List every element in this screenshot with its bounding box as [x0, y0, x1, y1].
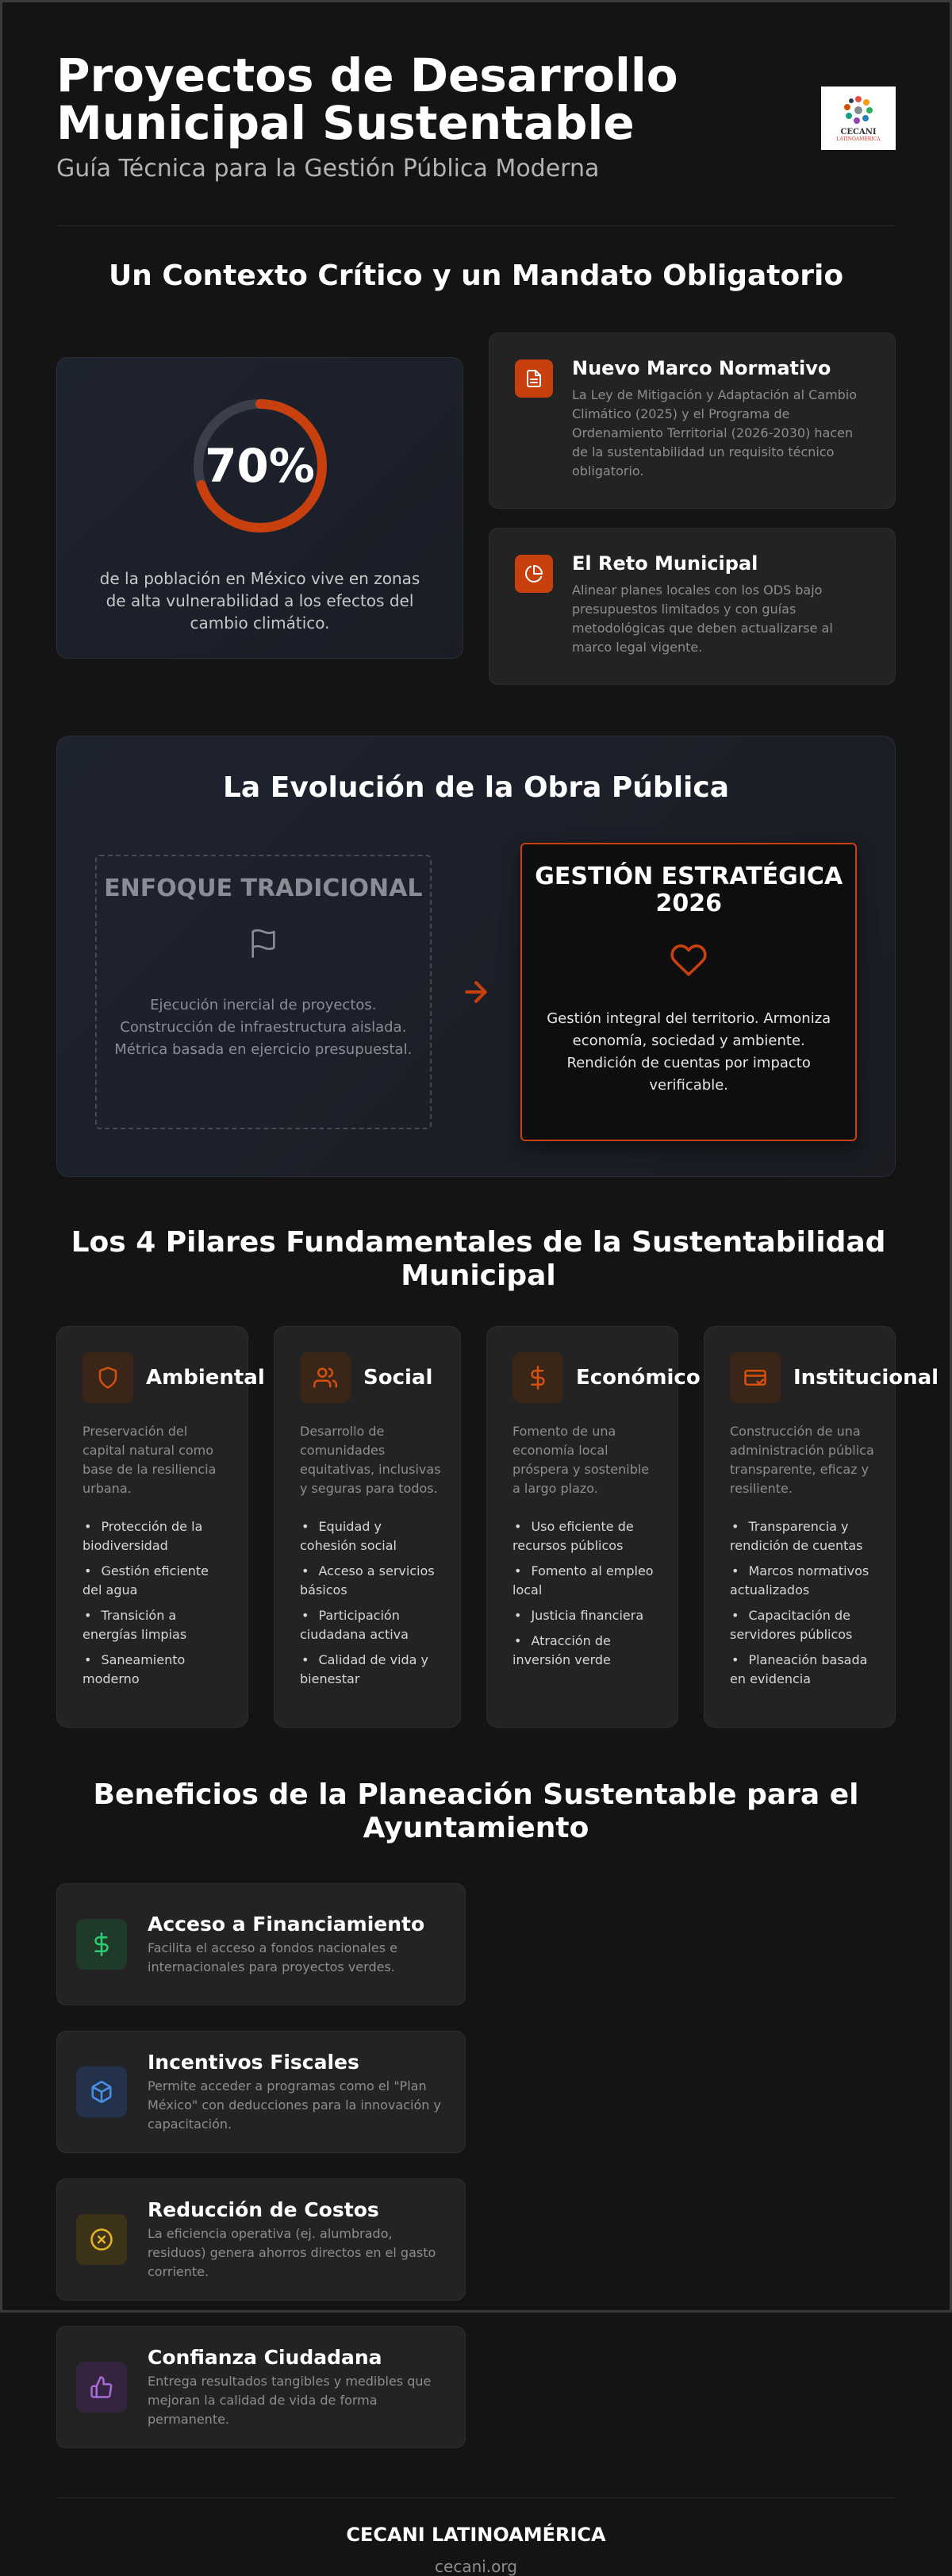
benefit-card-costos	[56, 2178, 466, 2301]
dollar-icon	[76, 1919, 127, 1970]
benefit-title: Acceso a Financiamiento	[148, 1912, 425, 1936]
list-item: • Participación ciudadana activa	[300, 1606, 441, 1644]
benefit-description: Permite acceder a programas como el "Plan México" con deducciones para la innovación y capacitación.	[148, 2078, 441, 2132]
evolution-section	[56, 736, 896, 1177]
traditional-description: Ejecución inercial de proyectos. Construcción de infraestructura aislada. Métrica basada en ejercicio presupuestal.	[114, 997, 413, 1058]
benefit-description: Entrega resultados tangibles y medibles que mejoran la calidad de vida de forma permanente.	[148, 2373, 432, 2427]
list-item: • Planeación basada en evidencia	[730, 1651, 876, 1689]
users-icon	[300, 1352, 351, 1403]
logo-mark-icon	[839, 94, 877, 126]
stat-description: de la población en México vive en zonas de alta vulnerabilidad a los efectos del cambio climático.	[99, 569, 420, 632]
pillar-points	[730, 1517, 876, 1689]
logo-subtext: LATINOAMÉRICA	[836, 136, 881, 142]
benefit-description: La eficiencia operativa (ej. alumbrado, residuos) genera ahorros directos en el gasto corriente.	[148, 2225, 436, 2279]
info-card-marco-normativo	[489, 333, 896, 509]
cube-icon	[76, 2067, 127, 2117]
footer-url[interactable]: cecani.org	[435, 2557, 517, 2576]
info-card-title: Nuevo Marco Normativo	[572, 357, 831, 379]
pillar-card-social	[274, 1326, 461, 1728]
list-item: • Fomento al empleo local	[512, 1562, 658, 1600]
list-item: • Equidad y cohesión social	[300, 1517, 441, 1555]
traditional-approach-card	[95, 855, 432, 1129]
x-circle-icon	[76, 2214, 127, 2265]
benefits-grid	[56, 1883, 896, 2448]
pillar-card-economico	[486, 1326, 701, 1728]
context-cards	[489, 333, 896, 685]
context-grid	[56, 333, 896, 685]
info-card-reto-municipal	[489, 528, 896, 685]
pillar-points	[512, 1517, 658, 1670]
benefit-card-confianza	[56, 2326, 466, 2448]
benefit-card-financiamiento	[56, 1883, 466, 2005]
list-item: • Protección de la biodiversidad	[83, 1517, 228, 1555]
context-section-title: Un Contexto Crítico y un Mandato Obligatorio	[108, 260, 844, 292]
page-title: Proyectos de Desarrollo Municipal Sustentable	[56, 48, 678, 150]
pillar-card-ambiental	[56, 1326, 265, 1728]
benefit-description: Facilita el acceso a fondos nacionales e internacionales para proyectos verdes.	[148, 1940, 397, 1974]
pillar-name: Social	[363, 1366, 433, 1390]
benefit-title: Reducción de Costos	[148, 2197, 379, 2221]
strategic-description: Gestión integral del territorio. Armoniza economía, sociedad y ambiente. Rendición de cuentas por impacto verificable.	[547, 1010, 831, 1094]
info-card-description: La Ley de Mitigación y Adaptación al Cambio Climático (2025) y el Programa de Ordenamiento Territorial (2026-2030) hacen de la sustentabilidad un requisito técnico obligatorio.	[572, 387, 858, 479]
stat-ring	[190, 396, 330, 536]
benefit-title: Incentivos Fiscales	[148, 2050, 359, 2074]
page-subtitle: Guía Técnica para la Gestión Pública Moderna	[56, 155, 600, 183]
strategic-management-card	[520, 843, 857, 1141]
document-icon	[515, 359, 553, 398]
info-card-description: Alinear planes locales con los ODS bajo presupuestos limitados y con guías metodológicas que deben actualizarse al marco legal vigente.	[572, 582, 833, 655]
evolution-comparison	[95, 843, 857, 1141]
benefit-card-incentivos	[56, 2031, 466, 2153]
pillar-points	[300, 1517, 441, 1689]
stat-value: 70%	[205, 439, 315, 493]
arrow-right-icon	[432, 976, 521, 1008]
pillar-description: Desarrollo de comunidades equitativas, inclusivas y seguras para todos.	[300, 1424, 441, 1496]
header	[56, 2, 896, 226]
pillar-description: Fomento de una economía local próspera y sostenible a largo plazo.	[512, 1424, 650, 1496]
logo-text: CECANI	[840, 128, 877, 136]
pillar-description: Preservación del capital natural como base de la resiliencia urbana.	[83, 1424, 217, 1496]
pillars-section-title: Los 4 Pilares Fundamentales de la Sustentabilidad Municipal	[71, 1226, 886, 1292]
list-item: • Justicia financiera	[512, 1606, 658, 1625]
pillar-card-institucional	[704, 1326, 939, 1728]
thumbs-up-icon	[76, 2362, 127, 2413]
pillars-grid	[56, 1326, 939, 1728]
heart-icon	[670, 941, 708, 979]
card-icon	[730, 1352, 781, 1403]
pie-chart-icon	[515, 555, 553, 593]
benefits-section-title: Beneficios de la Planeación Sustentable para el Ayuntamiento	[93, 1778, 859, 1844]
traditional-title: ENFOQUE TRADICIONAL	[104, 875, 423, 902]
pillar-points	[83, 1517, 228, 1689]
benefit-title: Confianza Ciudadana	[148, 2345, 382, 2369]
list-item: • Gestión eficiente del agua	[83, 1562, 228, 1600]
list-item: • Transparencia y rendición de cuentas	[730, 1517, 876, 1555]
stat-card	[56, 357, 463, 659]
list-item: • Marcos normativos actualizados	[730, 1562, 876, 1600]
list-item: • Uso eficiente de recursos públicos	[512, 1517, 658, 1555]
footer	[56, 2497, 896, 2576]
list-item: • Calidad de vida y bienestar	[300, 1651, 441, 1689]
list-item: • Acceso a servicios básicos	[300, 1562, 441, 1600]
list-item: • Capacitación de servidores públicos	[730, 1606, 876, 1644]
pillar-name: Ambiental	[146, 1366, 265, 1390]
footer-organization: CECANI LATINOAMÉRICA	[346, 2524, 606, 2546]
dollar-icon	[512, 1352, 563, 1403]
pillar-name: Económico	[576, 1366, 701, 1390]
flag-icon	[248, 926, 279, 961]
pillar-description: Construcción de una administración pública transparente, eficaz y resiliente.	[730, 1424, 874, 1496]
list-item: • Atracción de inversión verde	[512, 1632, 658, 1670]
strategic-title: GESTIÓN ESTRATÉGICA 2026	[535, 863, 843, 917]
pillar-name: Institucional	[793, 1366, 939, 1390]
list-item: • Saneamiento moderno	[83, 1651, 228, 1689]
info-card-title: El Reto Municipal	[572, 552, 758, 575]
evolution-section-title: La Evolución de la Obra Pública	[222, 771, 730, 804]
shield-icon	[83, 1352, 133, 1403]
cecani-logo	[821, 87, 896, 150]
list-item: • Transición a energías limpias	[83, 1606, 228, 1644]
